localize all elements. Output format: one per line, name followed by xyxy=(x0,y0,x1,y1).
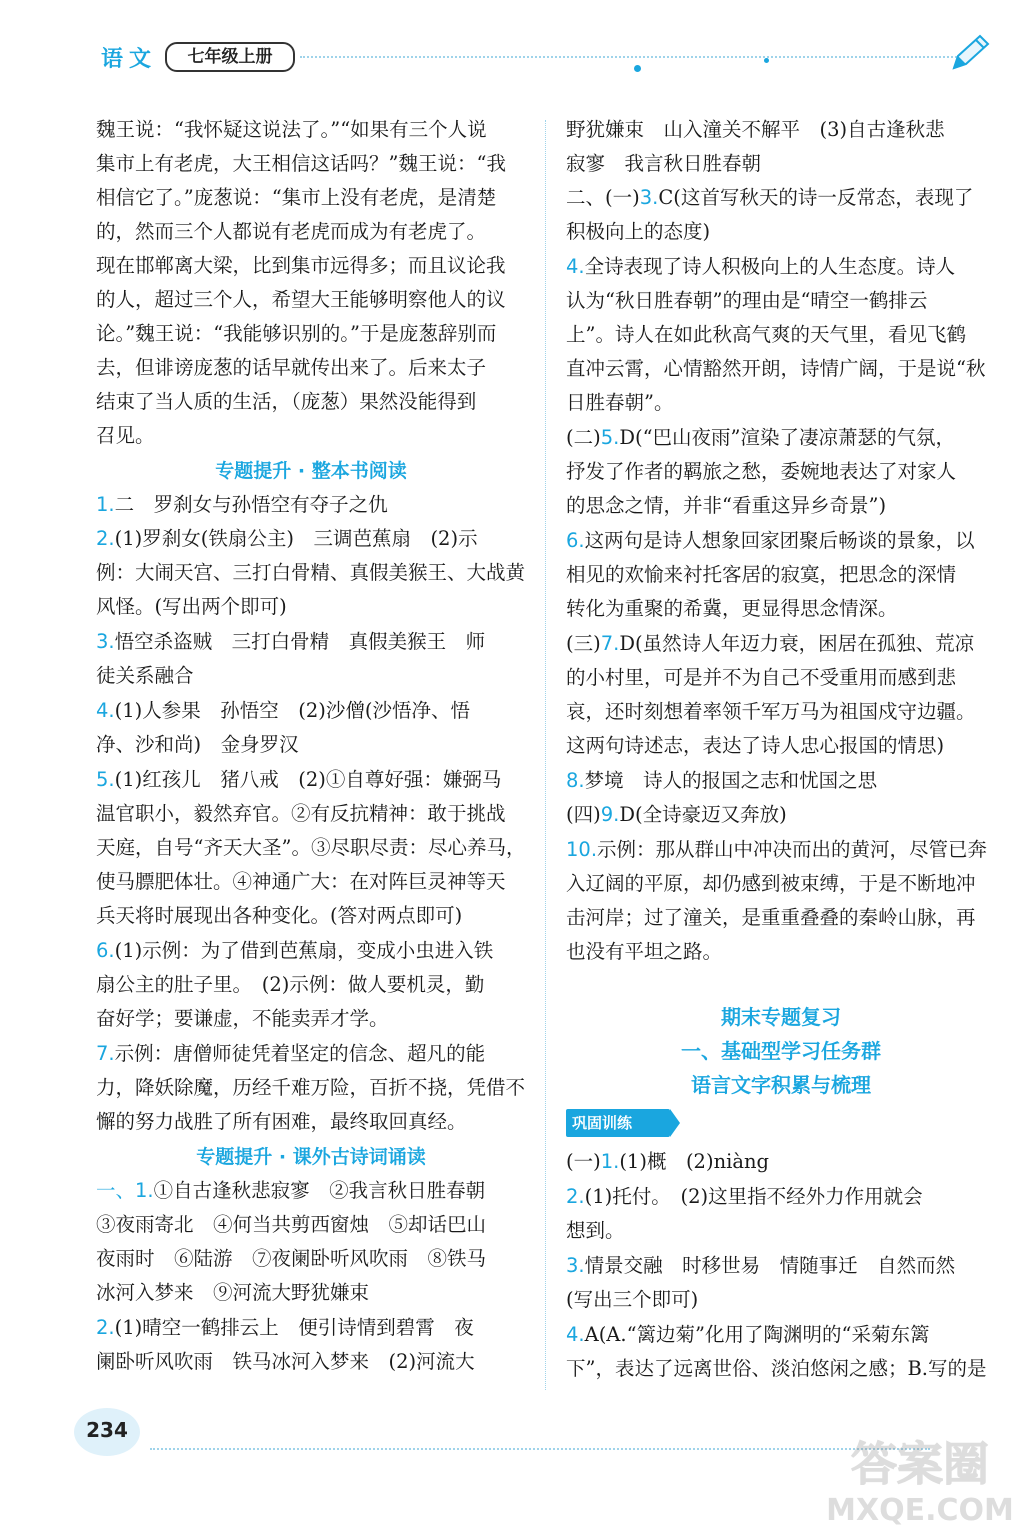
text-line: 击河岸；过了潼关，是重重叠叠的秦岭山脉，再 xyxy=(566,906,976,929)
text-line: 的，然而三个人都说有老虎而成为有老虎了。 xyxy=(96,220,487,243)
chapter-subheading: 一、基础型学习任务群 xyxy=(681,1039,881,1063)
answer-line: (四)9.D(全诗豪迈又奔放) xyxy=(566,803,787,826)
text-line: 徒关系融合 xyxy=(96,664,194,687)
answer-line: 5.(1)红孩儿 猪八戒 (2)①自尊好强：嫌弼马 xyxy=(96,768,502,791)
text-line: 下”，表达了远离世俗、淡泊悠闲之感；B.写的是 xyxy=(566,1357,987,1380)
text-line: 直冲云霄，心情豁然开朗，诗情广阔，于是说“秋 xyxy=(566,357,986,380)
text-line: 寂寥 我言秋日胜春朝 xyxy=(566,152,762,175)
chapter-subheading: 语言文字积累与梳理 xyxy=(691,1073,871,1097)
answer-line: 7.示例：唐僧师徒凭着坚定的信念、超凡的能 xyxy=(96,1042,486,1065)
answer-line: 4.(1)人参果 孙悟空 (2)沙僧(沙悟净、悟 xyxy=(96,699,470,722)
text-line: 集市上有老虎，大王相信这话吗？”魏王说：“我 xyxy=(96,152,506,175)
answer-line: (二)5.D(“巴山夜雨”渲染了凄凉萧瑟的气氛， xyxy=(566,426,956,449)
answer-line: 2.(1)罗刹女(铁扇公主) 三调芭蕉扇 (2)示 xyxy=(96,527,478,550)
text-line: ③夜雨寄北 ④何当共剪西窗烛 ⑤却话巴山 xyxy=(96,1213,487,1236)
question-number: 一、1. xyxy=(96,1179,154,1202)
badge-arrow-icon xyxy=(670,1109,680,1137)
text-line: 例：大闹天宫、三打白骨精、真假美猴王、大战黄 xyxy=(96,561,526,584)
text-line: 相见的欢愉来衬托客居的寂寞，把思念的深情 xyxy=(566,563,957,586)
text-line: 扇公主的肚子里。 (2)示例：做人要机灵，勤 xyxy=(96,973,485,996)
text-line: 召见。 xyxy=(96,424,155,447)
question-number: 5. xyxy=(600,426,620,449)
text-line: 积极向上的态度) xyxy=(566,220,711,243)
text-line: 入辽阔的平原，却仍感到被束缚，于是不断地冲 xyxy=(566,872,976,895)
question-number: 4. xyxy=(566,255,585,278)
answer-line: 6.(1)示例：为了借到芭蕉扇，变成小虫进入铁 xyxy=(96,939,494,962)
text-line: 野犹嫌束 山入潼关不解平 (3)自古逢秋悲 xyxy=(566,118,945,141)
text-line: 认为“秋日胜春朝”的理由是“晴空一鹤排云 xyxy=(566,289,928,312)
text-line: 兵天将时展现出各种变化。(答对两点即可) xyxy=(96,904,463,927)
text-line: 的人，超过三个人，希望大王能够明察他人的议 xyxy=(96,288,506,311)
answer-line: 2.(1)托付。 (2)这里指不经外力作用就会 xyxy=(566,1185,923,1208)
answer-line: 10.示例：那从群山中冲决而出的黄河，尽管已奔 xyxy=(566,838,988,861)
question-number: 8. xyxy=(566,769,585,792)
text-line: 去，但诽谤庞葱的话早就传出来了。后来太子 xyxy=(96,356,487,379)
answer-line: 二、(一)3.C(这首写秋天的诗一反常态，表现了 xyxy=(566,186,974,209)
text-line: 论。”魏王说：“我能够识别的。”于是庞葱辞别而 xyxy=(96,322,497,345)
text-line: (写出三个即可) xyxy=(566,1288,699,1311)
text-line: 抒发了作者的羁旅之愁，委婉地表达了对家人 xyxy=(566,460,957,483)
answer-line: 一、1.①自古逢秋悲寂寥 ②我言秋日胜春朝 xyxy=(96,1179,486,1202)
question-number: 2. xyxy=(566,1185,585,1208)
header-dot xyxy=(764,58,769,63)
answer-line: 4.A(A.“篱边菊”化用了陶渊明的“采菊东篱 xyxy=(566,1323,930,1346)
section-heading: 专题提升 · 整本书阅读 xyxy=(215,460,407,482)
text-line: 天庭，自号“齐天大圣”。③尽职尽责：尽心养马， xyxy=(96,836,526,859)
answer-line: 2.(1)晴空一鹤排云上 便引诗情到碧霄 夜 xyxy=(96,1316,474,1339)
text-line: 的小村里，可是并不为自己不受重用而感到悲 xyxy=(566,666,957,689)
practice-badge: 巩固训练 xyxy=(566,1109,670,1137)
page-header xyxy=(0,0,1033,80)
text-line: 阑卧听风吹雨 铁马冰河入梦来 (2)河流大 xyxy=(96,1350,475,1373)
svg-text:MXQE.COM: MXQE.COM xyxy=(826,1493,1014,1528)
question-number: 3. xyxy=(566,1254,585,1277)
text-line: 魏王说：“我怀疑这说法了。”“如果有三个人说 xyxy=(96,118,487,141)
header-dot xyxy=(634,65,641,72)
question-number: 4. xyxy=(566,1323,585,1346)
text-line: 净、沙和尚) 金身罗汉 xyxy=(96,733,299,756)
question-number: 3. xyxy=(96,630,115,653)
text-line: 想到。 xyxy=(566,1219,625,1242)
question-number: 1. xyxy=(600,1150,620,1173)
section-heading: 专题提升 · 课外古诗词诵读 xyxy=(196,1146,426,1168)
page-number-badge xyxy=(62,1398,152,1468)
subject-label: 语文 xyxy=(101,47,158,72)
grade-label: 七年级上册 xyxy=(165,42,295,72)
question-number: 10. xyxy=(566,838,598,861)
text-line: 哀，还时刻想着率领千军万马为祖国戍守边疆。 xyxy=(566,700,976,723)
text-line: 也没有平坦之路。 xyxy=(566,940,723,963)
answer-line: (一)1.(1)概 (2)niàng xyxy=(566,1150,770,1173)
question-number: 7. xyxy=(600,632,620,655)
answer-line: 3.悟空杀盗贼 三打白骨精 真假美猴王 师 xyxy=(96,630,486,653)
question-number: 4. xyxy=(96,699,115,722)
footer-rule xyxy=(150,1448,930,1450)
answer-line: 8.梦境 诗人的报国之志和忧国之思 xyxy=(566,769,878,792)
question-number: 3. xyxy=(639,186,659,209)
text-line: 现在邯郸离大梁，比到集市远得多；而且议论我 xyxy=(96,254,506,277)
question-number: 2. xyxy=(96,1316,115,1339)
svg-text:答案圈: 答案圈 xyxy=(851,1437,989,1491)
text-line: 结束了当人质的生活，（庞葱）果然没能得到 xyxy=(96,390,477,413)
text-line: 上”。诗人在如此秋高气爽的天气里，看见飞鹤 xyxy=(566,323,966,346)
text-line: 这两句诗述志，表达了诗人忠心报国的情思) xyxy=(566,734,945,757)
question-number: 6. xyxy=(566,529,585,552)
text-line: 冰河入梦来 ⑨河流大野犹嫌束 xyxy=(96,1281,370,1304)
question-number: 2. xyxy=(96,527,115,550)
question-number: 7. xyxy=(96,1042,115,1065)
text-line: 日胜春朝”。 xyxy=(566,391,674,414)
answer-line: 6.这两句是诗人想象回家团聚后畅谈的景象，以 xyxy=(566,529,975,552)
text-line: 风怪。(写出两个即可) xyxy=(96,595,287,618)
question-number: 5. xyxy=(96,768,115,791)
page-number: 234 xyxy=(86,1418,128,1442)
text-line: 夜雨时 ⑥陆游 ⑦夜阑卧听风吹雨 ⑧铁马 xyxy=(96,1247,487,1270)
text-line: 的思念之情，并非“看重这异乡奇景”) xyxy=(566,494,887,517)
answer-line: 4.全诗表现了诗人积极向上的人生态度。诗人 xyxy=(566,255,956,278)
header-rule xyxy=(300,56,960,58)
text-line: 力，降妖除魔，历经千难万险，百折不挠，凭借不 xyxy=(96,1076,526,1099)
text-line: 懈的努力战胜了所有困难，最终取回真经。 xyxy=(96,1110,467,1133)
answer-line: 3.情景交融 时移世易 情随事迁 自然而然 xyxy=(566,1254,956,1277)
watermark-logo xyxy=(820,1420,1020,1530)
chapter-heading: 期末专题复习 xyxy=(721,1005,841,1029)
column-divider xyxy=(545,120,546,1390)
text-line: 奋好学；要谦虚，不能卖弄才学。 xyxy=(96,1007,389,1030)
pen-icon xyxy=(948,32,992,74)
text-line: 温官职小，毅然弃官。②有反抗精神：敢于挑战 xyxy=(96,802,506,825)
question-number: 9. xyxy=(600,803,620,826)
question-number: 1. xyxy=(96,493,115,516)
answer-line: (三)7.D(虽然诗人年迈力衰，困居在孤独、荒凉 xyxy=(566,632,975,655)
question-number: 6. xyxy=(96,939,115,962)
text-line: 转化为重聚的希冀，更显得思念情深。 xyxy=(566,597,898,620)
text-line: 相信它了。”庞葱说：“集市上没有老虎，是清楚 xyxy=(96,186,497,209)
text-line: 使马膘肥体壮。④神通广大：在对阵巨灵神等天 xyxy=(96,870,506,893)
answer-line: 1.二 罗刹女与孙悟空有夺子之仇 xyxy=(96,493,388,516)
